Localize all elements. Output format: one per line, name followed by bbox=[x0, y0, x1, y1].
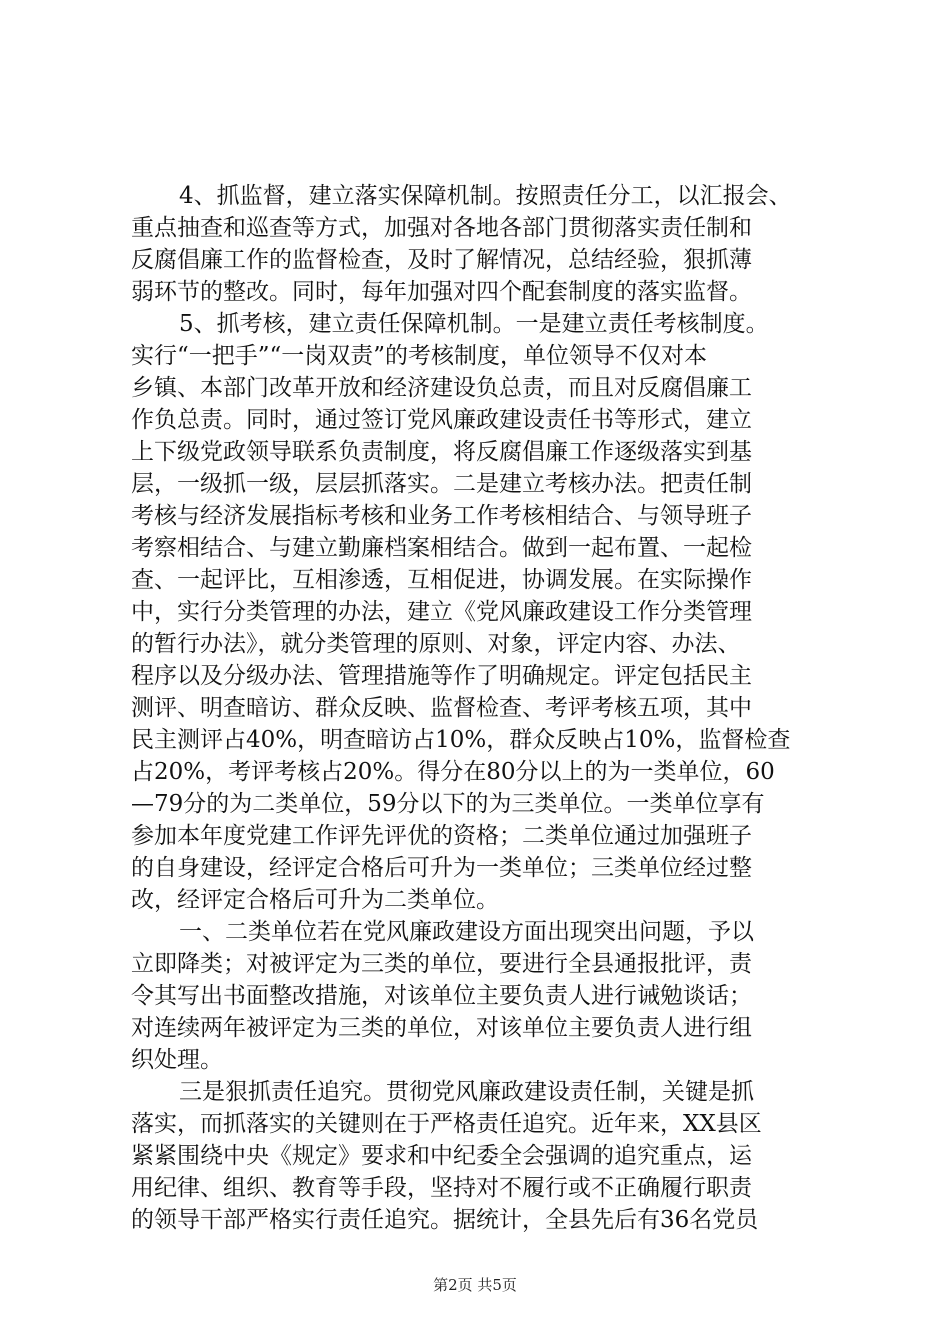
text-line: 程序以及分级办法、管理措施等作了明确规定。评定包括民主 bbox=[131, 663, 752, 689]
text-line: 紧紧围绕中央《规定》要求和中纪委全会强调的追究重点，运 bbox=[131, 1143, 752, 1169]
text-line: 织处理。 bbox=[131, 1047, 223, 1073]
text-line: 考核与经济发展指标考核和业务工作考核相结合、与领导班子 bbox=[131, 503, 752, 529]
text-line: 民主测评占40%，明查暗访占10%，群众反映占10%，监督检查 bbox=[131, 727, 791, 753]
paragraph-4-supervision bbox=[131, 180, 831, 308]
text-line: 反腐倡廉工作的监督检查，及时了解情况，总结经验，狠抓薄 bbox=[131, 247, 752, 273]
text-line: 作负总责。同时，通过签订党风廉政建设责任书等形式，建立 bbox=[131, 407, 752, 433]
text-line: 弱环节的整改。同时，每年加强对四个配套制度的落实监督。 bbox=[131, 279, 752, 305]
text-line: 测评、明查暗访、群众反映、监督检查、考评考核五项，其中 bbox=[131, 695, 752, 721]
text-line: 的领导干部严格实行责任追究。据统计，全县先后有36名党员 bbox=[131, 1207, 759, 1233]
text-line: 实行“一把手”“一岗双责”的考核制度，单位领导不仅对本 bbox=[131, 343, 708, 369]
text-line: 重点抽查和巡查等方式，加强对各地各部门贯彻落实责任制和 bbox=[131, 215, 752, 241]
text-line: —79分的为二类单位，59分以下的为三类单位。一类单位享有 bbox=[131, 791, 765, 817]
text-line: 考察相结合、与建立勤廉档案相结合。做到一起布置、一起检 bbox=[131, 535, 752, 561]
text-line: 占20%，考评考核占20%。得分在80分以上的为一类单位，60 bbox=[131, 759, 775, 785]
text-line: 中，实行分类管理的办法，建立《党风廉政建设工作分类管理 bbox=[131, 599, 752, 625]
page-footer: 第2页 共5页 bbox=[433, 1276, 517, 1294]
text-line: 三是狠抓责任追究。贯彻党风廉政建设责任制，关键是抓 bbox=[179, 1079, 754, 1105]
text-line: 4、抓监督，建立落实保障机制。按照责任分工，以汇报会、 bbox=[179, 183, 792, 209]
text-line: 乡镇、本部门改革开放和经济建设负总责，而且对反腐倡廉工 bbox=[131, 375, 752, 401]
text-line: 对连续两年被评定为三类的单位，对该单位主要负责人进行组 bbox=[131, 1015, 752, 1041]
text-line: 5、抓考核，建立责任保障机制。一是建立责任考核制度。 bbox=[179, 311, 769, 337]
text-line: 一、二类单位若在党风廉政建设方面出现突出问题，予以 bbox=[179, 919, 754, 945]
paragraph-downgrade bbox=[131, 916, 831, 1076]
text-line: 参加本年度党建工作评先评优的资格；二类单位通过加强班子 bbox=[131, 823, 752, 849]
text-line: 落实，而抓落实的关键则在于严格责任追究。近年来，XX县区 bbox=[131, 1111, 762, 1137]
text-line: 上下级党政领导联系负责制度，将反腐倡廉工作逐级落实到基 bbox=[131, 439, 752, 465]
paragraph-accountability bbox=[131, 1076, 831, 1236]
document-body bbox=[131, 180, 831, 1236]
text-line: 的暂行办法》，就分类管理的原则、对象，评定内容、办法、 bbox=[131, 631, 741, 657]
text-line: 令其写出书面整改措施，对该单位主要负责人进行诫勉谈话； bbox=[131, 983, 752, 1009]
text-line: 改，经评定合格后可升为二类单位。 bbox=[131, 887, 499, 913]
text-line: 的自身建设，经评定合格后可升为一类单位；三类单位经过整 bbox=[131, 855, 752, 881]
text-line: 层，一级抓一级，层层抓落实。二是建立考核办法。把责任制 bbox=[131, 471, 752, 497]
text-line: 查、一起评比，互相渗透，互相促进，协调发展。在实际操作 bbox=[131, 567, 752, 593]
text-line: 立即降类；对被评定为三类的单位，要进行全县通报批评，责 bbox=[131, 951, 752, 977]
text-line: 用纪律、组织、教育等手段，坚持对不履行或不正确履行职责 bbox=[131, 1175, 752, 1201]
paragraph-5-assessment bbox=[131, 308, 831, 916]
